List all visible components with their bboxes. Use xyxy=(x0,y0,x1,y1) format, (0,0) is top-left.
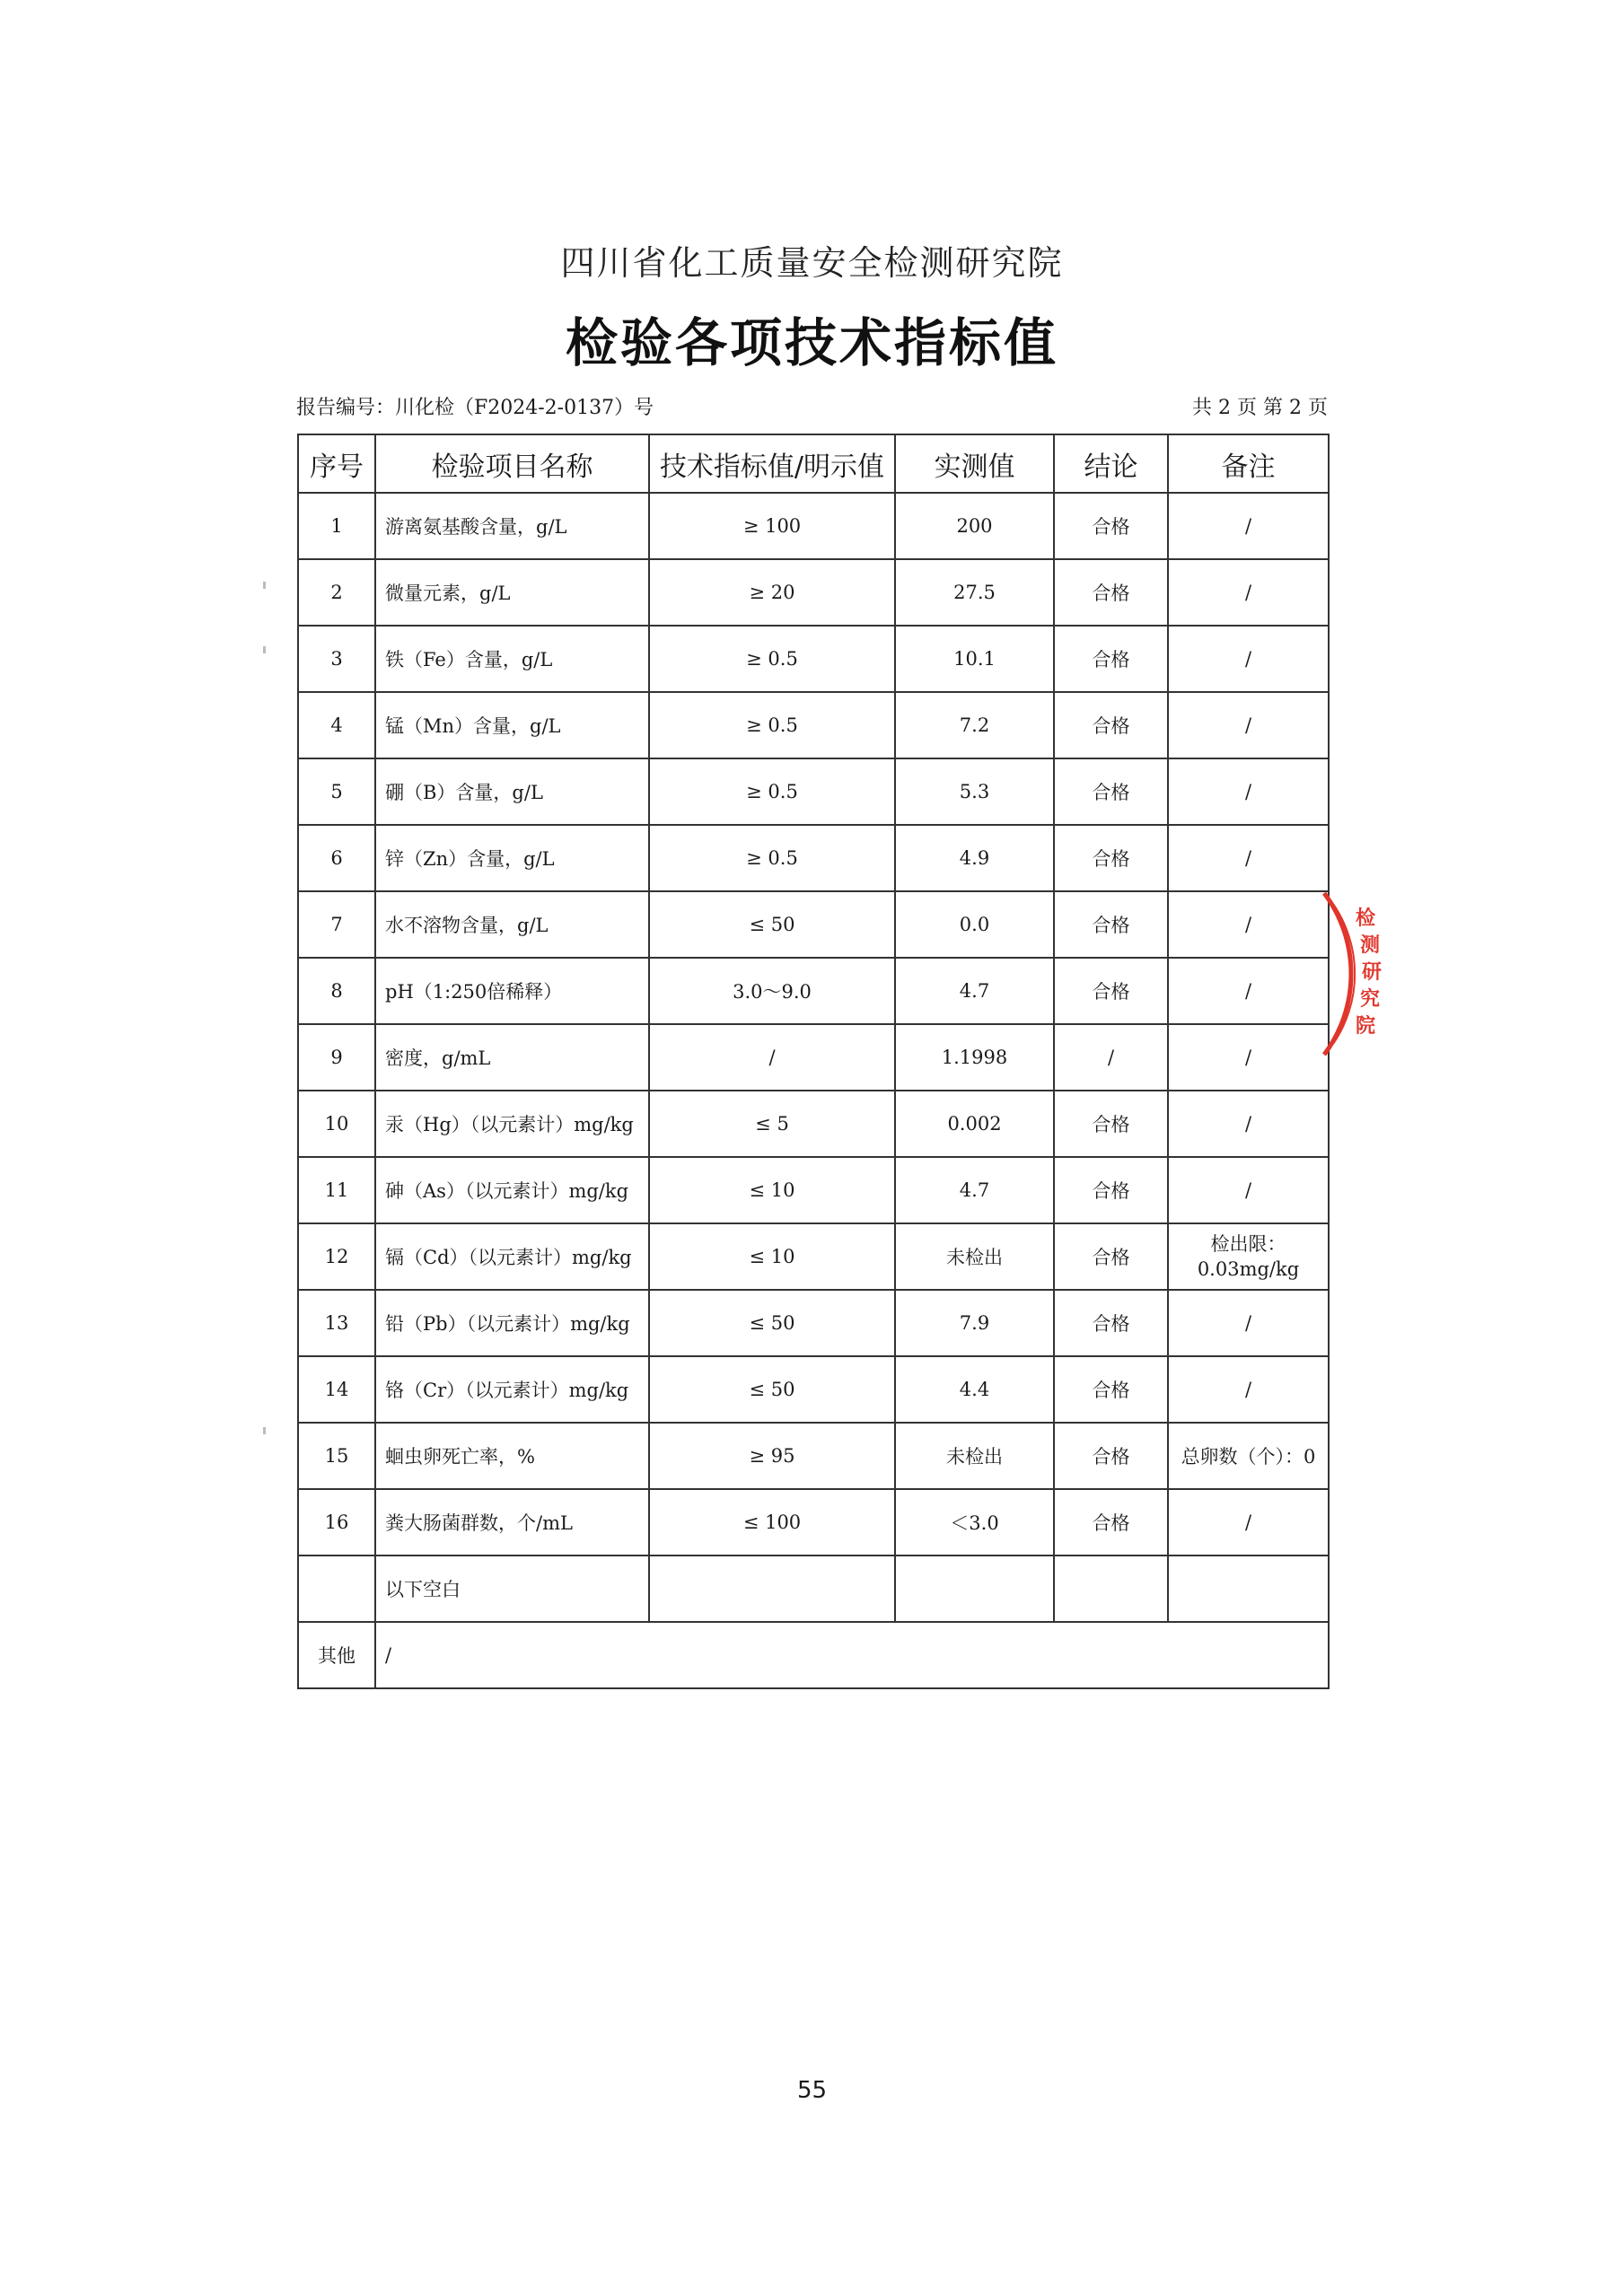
note: / xyxy=(1168,758,1329,825)
measured-value: 未检出 xyxy=(895,1223,1054,1290)
conclusion: 合格 xyxy=(1054,559,1168,626)
table-cell xyxy=(1168,1555,1329,1622)
seal-char: 究 xyxy=(1360,988,1381,1011)
note: / xyxy=(1168,1024,1329,1091)
table-row xyxy=(298,1423,1329,1489)
table-row xyxy=(298,626,1329,692)
item-name: 汞（Hg）（以元素计）mg/kg xyxy=(375,1091,649,1157)
conclusion: 合格 xyxy=(1054,825,1168,891)
spec-value: / xyxy=(649,1024,895,1091)
item-name: 粪大肠菌群数，个/mL xyxy=(375,1489,649,1555)
note: / xyxy=(1168,1290,1329,1356)
row-number: 1 xyxy=(298,493,375,559)
item-name: 硼（B）含量，g/L xyxy=(375,758,649,825)
spec-value: ≥ 0.5 xyxy=(649,692,895,758)
conclusion: 合格 xyxy=(1054,1290,1168,1356)
row-number: 2 xyxy=(298,559,375,626)
measured-value: 4.7 xyxy=(895,958,1054,1024)
item-name: 锌（Zn）含量，g/L xyxy=(375,825,649,891)
table-row xyxy=(298,1223,1329,1290)
row-number: 7 xyxy=(298,891,375,958)
conclusion: 合格 xyxy=(1054,1223,1168,1290)
spec-value: ≤ 5 xyxy=(649,1091,895,1157)
spec-value: ≤ 50 xyxy=(649,891,895,958)
seal-char: 测 xyxy=(1360,934,1381,957)
conclusion: 合格 xyxy=(1054,1091,1168,1157)
spec-value: ≥ 0.5 xyxy=(649,758,895,825)
item-name: 铅（Pb）（以元素计）mg/kg xyxy=(375,1290,649,1356)
row-number: 9 xyxy=(298,1024,375,1091)
table-header-row xyxy=(298,434,1329,493)
note: / xyxy=(1168,559,1329,626)
table-row xyxy=(298,758,1329,825)
column-header: 备注 xyxy=(1168,434,1329,493)
note: / xyxy=(1168,958,1329,1024)
table-row xyxy=(298,559,1329,626)
conclusion: 合格 xyxy=(1054,493,1168,559)
row-number: 8 xyxy=(298,958,375,1024)
column-header: 检验项目名称 xyxy=(375,434,649,493)
table-row xyxy=(298,1157,1329,1223)
column-header: 实测值 xyxy=(895,434,1054,493)
item-name: 锰（Mn）含量，g/L xyxy=(375,692,649,758)
column-header: 序号 xyxy=(298,434,375,493)
note: / xyxy=(1168,1489,1329,1555)
measured-value: 27.5 xyxy=(895,559,1054,626)
spec-value: 3.0～9.0 xyxy=(649,958,895,1024)
note: 总卵数（个）：0 xyxy=(1168,1423,1329,1489)
table-row xyxy=(298,1024,1329,1091)
report-number: 报告编号：川化检（F2024-2-0137）号 xyxy=(296,397,654,419)
blank-row xyxy=(298,1555,1329,1622)
conclusion: 合格 xyxy=(1054,1489,1168,1555)
row-number: 5 xyxy=(298,758,375,825)
measured-value: 未检出 xyxy=(895,1423,1054,1489)
item-name: 游离氨基酸含量，g/L xyxy=(375,493,649,559)
item-name: pH（1:250倍稀释） xyxy=(375,958,649,1024)
note: / xyxy=(1168,1091,1329,1157)
note-line: 0.03mg/kg xyxy=(1197,1258,1300,1280)
measured-value: 0.0 xyxy=(895,891,1054,958)
table-row xyxy=(298,493,1329,559)
spec-value: ≤ 100 xyxy=(649,1489,895,1555)
measured-value: 4.4 xyxy=(895,1356,1054,1423)
column-header: 结论 xyxy=(1054,434,1168,493)
item-name: 铁（Fe）含量，g/L xyxy=(375,626,649,692)
row-number: 16 xyxy=(298,1489,375,1555)
row-number: 14 xyxy=(298,1356,375,1423)
table-row xyxy=(298,692,1329,758)
other-label: 其他 xyxy=(298,1622,375,1688)
seal-char: 检 xyxy=(1356,907,1376,930)
table-row xyxy=(298,1489,1329,1555)
spec-value: ≥ 100 xyxy=(649,493,895,559)
page-number: 55 xyxy=(796,2077,828,2104)
table-body xyxy=(298,493,1329,1555)
item-name: 密度，g/mL xyxy=(375,1024,649,1091)
measured-value: 1.1998 xyxy=(895,1024,1054,1091)
measured-value: 7.2 xyxy=(895,692,1054,758)
measured-value: 0.002 xyxy=(895,1091,1054,1157)
item-name: 蛔虫卵死亡率，% xyxy=(375,1423,649,1489)
note: / xyxy=(1168,891,1329,958)
note: / xyxy=(1168,825,1329,891)
scan-mark xyxy=(263,646,266,653)
table-cell xyxy=(298,1555,375,1622)
page-info: 共 2 页 第 2 页 xyxy=(1192,397,1328,419)
organization-name: 四川省化工质量安全检测研究院 xyxy=(560,243,1064,283)
row-number: 15 xyxy=(298,1423,375,1489)
page-title: 检验各项技术指标值 xyxy=(565,312,1058,373)
conclusion: 合格 xyxy=(1054,1423,1168,1489)
measured-value: 200 xyxy=(895,493,1054,559)
note: / xyxy=(1168,692,1329,758)
blank-row-text: 以下空白 xyxy=(375,1555,649,1622)
row-number: 3 xyxy=(298,626,375,692)
spec-value: ≤ 50 xyxy=(649,1290,895,1356)
scan-mark xyxy=(263,582,266,589)
note: / xyxy=(1168,1157,1329,1223)
spec-value: ≤ 10 xyxy=(649,1157,895,1223)
measured-value: 5.3 xyxy=(895,758,1054,825)
row-number: 6 xyxy=(298,825,375,891)
row-number: 4 xyxy=(298,692,375,758)
measured-value: 7.9 xyxy=(895,1290,1054,1356)
item-name: 砷（As）（以元素计）mg/kg xyxy=(375,1157,649,1223)
measured-value: 10.1 xyxy=(895,626,1054,692)
row-number: 10 xyxy=(298,1091,375,1157)
conclusion: / xyxy=(1054,1024,1168,1091)
row-number: 13 xyxy=(298,1290,375,1356)
item-name: 镉（Cd）（以元素计）mg/kg xyxy=(375,1223,649,1290)
row-number: 11 xyxy=(298,1157,375,1223)
item-name: 铬（Cr）（以元素计）mg/kg xyxy=(375,1356,649,1423)
item-name: 水不溶物含量，g/L xyxy=(375,891,649,958)
note-line: 检出限： xyxy=(1210,1233,1286,1255)
table-row xyxy=(298,1356,1329,1423)
table-row xyxy=(298,1091,1329,1157)
column-header: 技术指标值/明示值 xyxy=(649,434,895,493)
table-cell xyxy=(649,1555,895,1622)
table-cell xyxy=(1054,1555,1168,1622)
table-row xyxy=(298,825,1329,891)
spec-value: ≥ 95 xyxy=(649,1423,895,1489)
measured-value: 4.9 xyxy=(895,825,1054,891)
conclusion: 合格 xyxy=(1054,958,1168,1024)
spec-value: ≥ 0.5 xyxy=(649,825,895,891)
measured-value: 4.7 xyxy=(895,1157,1054,1223)
other-value: / xyxy=(375,1622,1329,1688)
item-name: 微量元素，g/L xyxy=(375,559,649,626)
scan-mark xyxy=(263,1427,266,1434)
conclusion: 合格 xyxy=(1054,692,1168,758)
spec-value: ≥ 0.5 xyxy=(649,626,895,692)
spec-value: ≥ 20 xyxy=(649,559,895,626)
conclusion: 合格 xyxy=(1054,891,1168,958)
seal-char: 院 xyxy=(1356,1015,1376,1038)
measured-value: ＜3.0 xyxy=(895,1489,1054,1555)
note: / xyxy=(1168,1356,1329,1423)
table-row xyxy=(298,1290,1329,1356)
conclusion: 合格 xyxy=(1054,1356,1168,1423)
results-table xyxy=(297,434,1330,1689)
note xyxy=(1168,1223,1329,1290)
row-number: 12 xyxy=(298,1223,375,1290)
table-row xyxy=(298,891,1329,958)
table-cell xyxy=(895,1555,1054,1622)
conclusion: 合格 xyxy=(1054,626,1168,692)
other-row xyxy=(298,1622,1329,1688)
spec-value: ≤ 50 xyxy=(649,1356,895,1423)
note: / xyxy=(1168,493,1329,559)
seal-char: 研 xyxy=(1362,961,1383,984)
table-row xyxy=(298,958,1329,1024)
note: / xyxy=(1168,626,1329,692)
spec-value: ≤ 10 xyxy=(649,1223,895,1290)
conclusion: 合格 xyxy=(1054,1157,1168,1223)
conclusion: 合格 xyxy=(1054,758,1168,825)
